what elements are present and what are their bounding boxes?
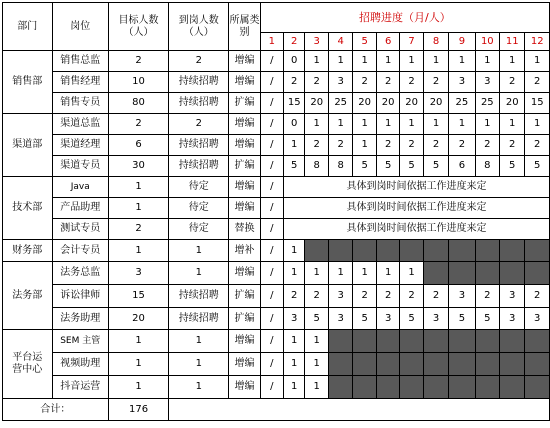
shaded-cell: [423, 262, 448, 285]
month-cell: /: [260, 72, 283, 93]
month-cell: 6: [449, 156, 475, 177]
shaded-cell: [475, 240, 499, 262]
month-cell: 1: [353, 135, 376, 156]
month-cell: /: [260, 285, 283, 308]
month-cell: 1: [376, 51, 399, 72]
month-header-4: 4: [328, 33, 352, 51]
month-cell: 1: [328, 114, 352, 135]
onboard-cell: 2: [169, 114, 229, 135]
shaded-cell: [475, 330, 499, 353]
month-cell: 3: [376, 308, 399, 330]
month-cell: 5: [400, 308, 423, 330]
shaded-cell: [376, 330, 399, 353]
onboard-cell: 待定: [169, 198, 229, 219]
month-cell: 2: [376, 72, 399, 93]
dept-cell: 技术部: [3, 177, 53, 240]
header-row: [3, 3, 550, 33]
target-cell: 6: [108, 135, 168, 156]
onboard-cell: 2: [169, 51, 229, 72]
table-row: [3, 308, 550, 330]
onboard-cell: 持续招聘: [169, 156, 229, 177]
shaded-cell: [525, 353, 550, 376]
category-cell: 增编: [229, 114, 260, 135]
month-cell: 1: [283, 376, 305, 399]
month-cell: 1: [525, 114, 550, 135]
shaded-cell: [376, 376, 399, 399]
month-cell: /: [260, 240, 283, 262]
month-cell: 5: [423, 156, 448, 177]
month-cell: 1: [376, 262, 399, 285]
table-row: [3, 51, 550, 72]
month-cell: 0: [283, 51, 305, 72]
category-header: 所属类别: [229, 3, 260, 51]
position-cell: 渠道总监: [52, 114, 108, 135]
month-cell: 2: [475, 285, 499, 308]
shaded-cell: [525, 330, 550, 353]
month-cell: 5: [525, 156, 550, 177]
dept-cell: 法务部: [3, 262, 53, 330]
onboard-cell: 1: [169, 262, 229, 285]
table-row: [3, 156, 550, 177]
month-cell: 1: [283, 135, 305, 156]
shaded-cell: [353, 353, 376, 376]
shaded-cell: [353, 240, 376, 262]
month-cell: 1: [400, 51, 423, 72]
onboard-cell: 1: [169, 376, 229, 399]
month-cell: /: [260, 51, 283, 72]
month-cell: 3: [500, 285, 525, 308]
month-cell: 3: [423, 308, 448, 330]
month-cell: 1: [283, 353, 305, 376]
total-blank: [169, 399, 550, 421]
month-cell: 2: [376, 135, 399, 156]
table-row: [3, 262, 550, 285]
month-cell: 1: [283, 262, 305, 285]
month-cell: 3: [328, 308, 352, 330]
month-cell: /: [260, 262, 283, 285]
month-cell: 1: [328, 262, 352, 285]
month-cell: 15: [525, 93, 550, 114]
schedule-note: 具体到岗时间依据工作进度来定: [283, 219, 549, 240]
month-cell: 5: [500, 156, 525, 177]
month-cell: 1: [283, 330, 305, 353]
month-cell: 2: [525, 135, 550, 156]
month-header-9: 9: [449, 33, 475, 51]
onboard-cell: 1: [169, 330, 229, 353]
table-row: [3, 353, 550, 376]
table-body: [3, 51, 550, 421]
shaded-cell: [328, 353, 352, 376]
month-cell: 5: [376, 156, 399, 177]
shaded-cell: [305, 240, 328, 262]
month-cell: 20: [376, 93, 399, 114]
shaded-cell: [423, 330, 448, 353]
month-cell: 25: [449, 93, 475, 114]
shaded-cell: [423, 376, 448, 399]
category-cell: 增编: [229, 353, 260, 376]
table-row: [3, 114, 550, 135]
table-row: [3, 240, 550, 262]
month-cell: 1: [400, 262, 423, 285]
month-header-2: 2: [283, 33, 305, 51]
position-cell: 渠道专员: [52, 156, 108, 177]
month-cell: 20: [400, 93, 423, 114]
month-header-7: 7: [400, 33, 423, 51]
month-cell: 2: [500, 135, 525, 156]
position-cell: 视频助理: [52, 353, 108, 376]
position-header: 岗位: [52, 3, 108, 51]
onboard-cell: 1: [169, 353, 229, 376]
position-cell: 会计专员: [52, 240, 108, 262]
month-cell: /: [260, 177, 283, 198]
position-cell: 渠道经理: [52, 135, 108, 156]
month-header-12: 12: [525, 33, 550, 51]
dept-cell: 平台运营中心: [3, 330, 53, 399]
target-cell: 1: [108, 198, 168, 219]
shaded-cell: [475, 353, 499, 376]
shaded-cell: [475, 262, 499, 285]
shaded-cell: [449, 353, 475, 376]
category-cell: 扩编: [229, 156, 260, 177]
category-cell: 增编: [229, 262, 260, 285]
table-row: [3, 93, 550, 114]
shaded-cell: [353, 330, 376, 353]
onboard-header: 到岗人数（人）: [169, 3, 229, 51]
schedule-note: 具体到岗时间依据工作进度来定: [283, 177, 549, 198]
month-cell: 1: [376, 114, 399, 135]
month-cell: 3: [449, 72, 475, 93]
onboard-cell: 持续招聘: [169, 93, 229, 114]
month-cell: 2: [400, 72, 423, 93]
month-cell: 2: [305, 135, 328, 156]
dept-header: 部门: [3, 3, 53, 51]
shaded-cell: [400, 376, 423, 399]
month-header-1: 1: [260, 33, 283, 51]
month-cell: 1: [283, 240, 305, 262]
target-cell: 1: [108, 240, 168, 262]
month-cell: 1: [449, 114, 475, 135]
month-cell: 1: [353, 262, 376, 285]
month-cell: 3: [283, 308, 305, 330]
month-cell: 25: [328, 93, 352, 114]
shaded-cell: [449, 262, 475, 285]
month-cell: 2: [283, 285, 305, 308]
target-cell: 30: [108, 156, 168, 177]
month-cell: 5: [449, 308, 475, 330]
category-cell: 增编: [229, 51, 260, 72]
shaded-cell: [449, 330, 475, 353]
month-cell: 20: [353, 93, 376, 114]
table-row: [3, 177, 550, 198]
month-cell: 2: [376, 285, 399, 308]
shaded-cell: [500, 240, 525, 262]
table-row: [3, 72, 550, 93]
position-cell: 产品助理: [52, 198, 108, 219]
onboard-cell: 持续招聘: [169, 72, 229, 93]
month-cell: 1: [305, 376, 328, 399]
target-cell: 1: [108, 376, 168, 399]
total-label: 合计：: [3, 399, 109, 421]
month-cell: /: [260, 198, 283, 219]
category-cell: 扩编: [229, 308, 260, 330]
category-cell: 替换: [229, 219, 260, 240]
month-cell: 2: [449, 135, 475, 156]
month-cell: 1: [525, 51, 550, 72]
position-cell: 抖音运营: [52, 376, 108, 399]
shaded-cell: [525, 240, 550, 262]
position-cell: 法务总监: [52, 262, 108, 285]
dept-cell: 销售部: [3, 51, 53, 114]
month-cell: 1: [400, 114, 423, 135]
target-cell: 2: [108, 114, 168, 135]
month-cell: 5: [305, 308, 328, 330]
shaded-cell: [376, 353, 399, 376]
position-cell: 测试专员: [52, 219, 108, 240]
month-header-8: 8: [423, 33, 448, 51]
month-cell: 2: [353, 285, 376, 308]
shaded-cell: [400, 353, 423, 376]
month-cell: 1: [305, 114, 328, 135]
month-cell: 20: [500, 93, 525, 114]
month-header-10: 10: [475, 33, 499, 51]
month-cell: 2: [475, 135, 499, 156]
month-cell: /: [260, 376, 283, 399]
onboard-cell: 1: [169, 240, 229, 262]
shaded-cell: [328, 240, 352, 262]
month-cell: 2: [525, 72, 550, 93]
month-cell: 1: [449, 51, 475, 72]
month-cell: 5: [353, 308, 376, 330]
target-cell: 2: [108, 51, 168, 72]
month-cell: 2: [353, 72, 376, 93]
category-cell: 增补: [229, 240, 260, 262]
target-cell: 20: [108, 308, 168, 330]
table-row: [3, 135, 550, 156]
month-header-3: 3: [305, 33, 328, 51]
month-cell: 1: [305, 330, 328, 353]
month-cell: 2: [400, 135, 423, 156]
table-row: [3, 330, 550, 353]
month-cell: 1: [500, 51, 525, 72]
month-cell: /: [260, 156, 283, 177]
shaded-cell: [500, 353, 525, 376]
table-row: [3, 376, 550, 399]
onboard-cell: 持续招聘: [169, 308, 229, 330]
month-header-11: 11: [500, 33, 525, 51]
category-cell: 增编: [229, 135, 260, 156]
category-cell: 扩编: [229, 285, 260, 308]
month-cell: 2: [500, 72, 525, 93]
shaded-cell: [423, 240, 448, 262]
dept-cell: 渠道部: [3, 114, 53, 177]
category-cell: 增编: [229, 177, 260, 198]
month-cell: 2: [423, 285, 448, 308]
month-cell: 2: [328, 135, 352, 156]
target-cell: 3: [108, 262, 168, 285]
onboard-cell: 持续招聘: [169, 285, 229, 308]
month-cell: 2: [423, 135, 448, 156]
table-row: [3, 219, 550, 240]
month-cell: 20: [423, 93, 448, 114]
category-cell: 增编: [229, 376, 260, 399]
month-cell: 2: [423, 72, 448, 93]
shaded-cell: [500, 376, 525, 399]
shaded-cell: [449, 376, 475, 399]
month-cell: 2: [283, 72, 305, 93]
category-cell: 增编: [229, 330, 260, 353]
month-cell: /: [260, 330, 283, 353]
month-cell: 5: [400, 156, 423, 177]
total-value: 176: [108, 399, 168, 421]
shaded-cell: [400, 330, 423, 353]
onboard-cell: 待定: [169, 177, 229, 198]
month-cell: 3: [449, 285, 475, 308]
month-cell: 8: [305, 156, 328, 177]
month-cell: 1: [500, 114, 525, 135]
target-cell: 1: [108, 353, 168, 376]
month-cell: 5: [283, 156, 305, 177]
month-cell: 8: [328, 156, 352, 177]
shaded-cell: [328, 330, 352, 353]
shaded-cell: [376, 240, 399, 262]
month-cell: 3: [525, 308, 550, 330]
shaded-cell: [475, 376, 499, 399]
category-cell: 增编: [229, 198, 260, 219]
target-cell: 1: [108, 177, 168, 198]
month-cell: /: [260, 135, 283, 156]
onboard-cell: 持续招聘: [169, 135, 229, 156]
month-cell: 1: [353, 114, 376, 135]
month-cell: 1: [305, 353, 328, 376]
progress-header: 招聘进度（月/人）: [260, 3, 549, 33]
month-cell: 0: [283, 114, 305, 135]
month-cell: 5: [353, 156, 376, 177]
month-cell: 1: [475, 114, 499, 135]
position-cell: 销售专员: [52, 93, 108, 114]
target-cell: 10: [108, 72, 168, 93]
shaded-cell: [328, 376, 352, 399]
month-cell: /: [260, 219, 283, 240]
position-cell: 销售总监: [52, 51, 108, 72]
shaded-cell: [500, 262, 525, 285]
dept-cell: 财务部: [3, 240, 53, 262]
month-cell: 1: [305, 262, 328, 285]
category-cell: 增编: [229, 72, 260, 93]
month-cell: 2: [305, 72, 328, 93]
category-cell: 扩编: [229, 93, 260, 114]
month-cell: 1: [475, 51, 499, 72]
target-cell: 15: [108, 285, 168, 308]
month-cell: 1: [423, 51, 448, 72]
month-cell: 1: [423, 114, 448, 135]
month-cell: 8: [475, 156, 499, 177]
month-cell: 3: [328, 72, 352, 93]
schedule-note: 具体到岗时间依据工作进度来定: [283, 198, 549, 219]
month-cell: /: [260, 114, 283, 135]
month-cell: 3: [475, 72, 499, 93]
shaded-cell: [449, 240, 475, 262]
shaded-cell: [525, 376, 550, 399]
target-cell: 1: [108, 330, 168, 353]
month-cell: 20: [305, 93, 328, 114]
target-header: 目标人数（人）: [108, 3, 168, 51]
table-row: [3, 198, 550, 219]
shaded-cell: [525, 262, 550, 285]
month-cell: 3: [328, 285, 352, 308]
month-cell: /: [260, 353, 283, 376]
month-cell: 15: [283, 93, 305, 114]
total-row: [3, 399, 550, 421]
position-cell: SEM 主管: [52, 330, 108, 353]
position-cell: Java: [52, 177, 108, 198]
month-cell: 2: [525, 285, 550, 308]
month-cell: 2: [400, 285, 423, 308]
shaded-cell: [423, 353, 448, 376]
shaded-cell: [500, 330, 525, 353]
month-header-5: 5: [353, 33, 376, 51]
target-cell: 2: [108, 219, 168, 240]
month-cell: 1: [305, 51, 328, 72]
position-cell: 诉讼律师: [52, 285, 108, 308]
month-cell: 1: [353, 51, 376, 72]
month-cell: 25: [475, 93, 499, 114]
month-cell: 5: [475, 308, 499, 330]
month-header-6: 6: [376, 33, 399, 51]
month-cell: /: [260, 93, 283, 114]
month-cell: 2: [305, 285, 328, 308]
position-cell: 法务助理: [52, 308, 108, 330]
position-cell: 销售经理: [52, 72, 108, 93]
table-row: [3, 285, 550, 308]
recruitment-plan-table: [2, 2, 550, 421]
month-cell: 3: [500, 308, 525, 330]
month-cell: 1: [328, 51, 352, 72]
target-cell: 80: [108, 93, 168, 114]
shaded-cell: [353, 376, 376, 399]
shaded-cell: [400, 240, 423, 262]
month-cell: /: [260, 308, 283, 330]
onboard-cell: 待定: [169, 219, 229, 240]
